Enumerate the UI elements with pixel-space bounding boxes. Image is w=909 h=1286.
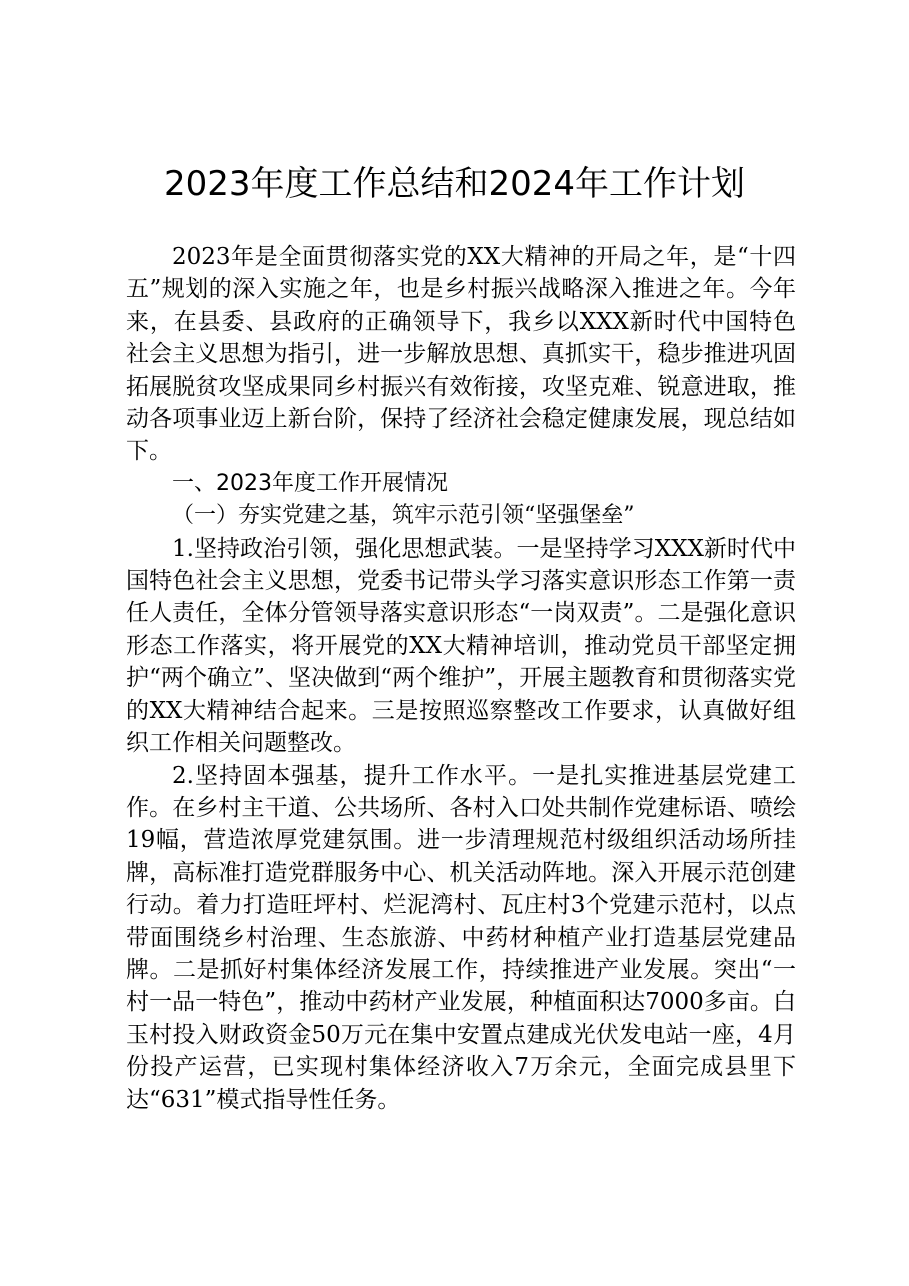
section-heading: 一、2023年度工作开展情况 <box>172 470 448 496</box>
document-title: 2023年度工作总结和2024年工作计划 <box>163 164 746 204</box>
subsection-heading: （一）夯实党建之基，筑牢示范引领“坚强堡垒” <box>172 503 635 529</box>
item-paragraph-1: 1.坚持政治引领，强化思想武装。一是坚持学习XXX新时代中国特色社会主义思想，党委书记带头学习落实意识形态工作第一责任人责任，全体分管领导落实意识形态“一岗双责”。二是强化意识形态工作落实，将开展党的XX大精神培训，推动党员干部坚定拥护“两个确立”、坚决做到“两个维护”，开展主题教育和贯彻落实党的XX大精神结合起来。三是按照巡察整改工作要求，认真做好组织工作相关问题整改。 <box>126 535 796 757</box>
item-paragraph-2: 2.坚持固本强基，提升工作水平。一是扎实推进基层党建工作。在乡村主干道、公共场所、各村入口处共制作党建标语、喷绘19幅，营造浓厚党建氛围。进一步清理规范村级组织活动场所挂牌，高标准打造党群服务中心、机关活动阵地。深入开展示范创建行动。着力打造旺坪村、烂泥湾村、瓦庄村3个党建示范村，以点带面围绕乡村治理、生态旅游、中药材种植产业打造基层党建品牌。二是抓好村集体经济发展工作，持续推进产业发展。突出“一村一品一特色”，推动中药材产业发展，种植面积达7000多亩。白玉村投入财政资金50万元在集中安置点建成光伏发电站一座，4月份投产运营，已实现村集体经济收入7万余元，全面完成县里下达“631”模式指导性任务。 <box>126 762 796 1113</box>
intro-paragraph: 2023年是全面贯彻落实党的XX大精神的开局之年，是“十四五”规划的深入实施之年，也是乡村振兴战略深入推进之年。今年来，在县委、县政府的正确领导下，我乡以XXX新时代中国特色社会主义思想为指引，进一步解放思想、真抓实干，稳步推进巩固拓展脱贫攻坚成果同乡村振兴有效衔接，攻坚克难、锐意进取，推动各项事业迈上新台阶，保持了经济社会稳定健康发展，现总结如下。 <box>126 244 796 465</box>
document-body <box>126 241 796 1116</box>
